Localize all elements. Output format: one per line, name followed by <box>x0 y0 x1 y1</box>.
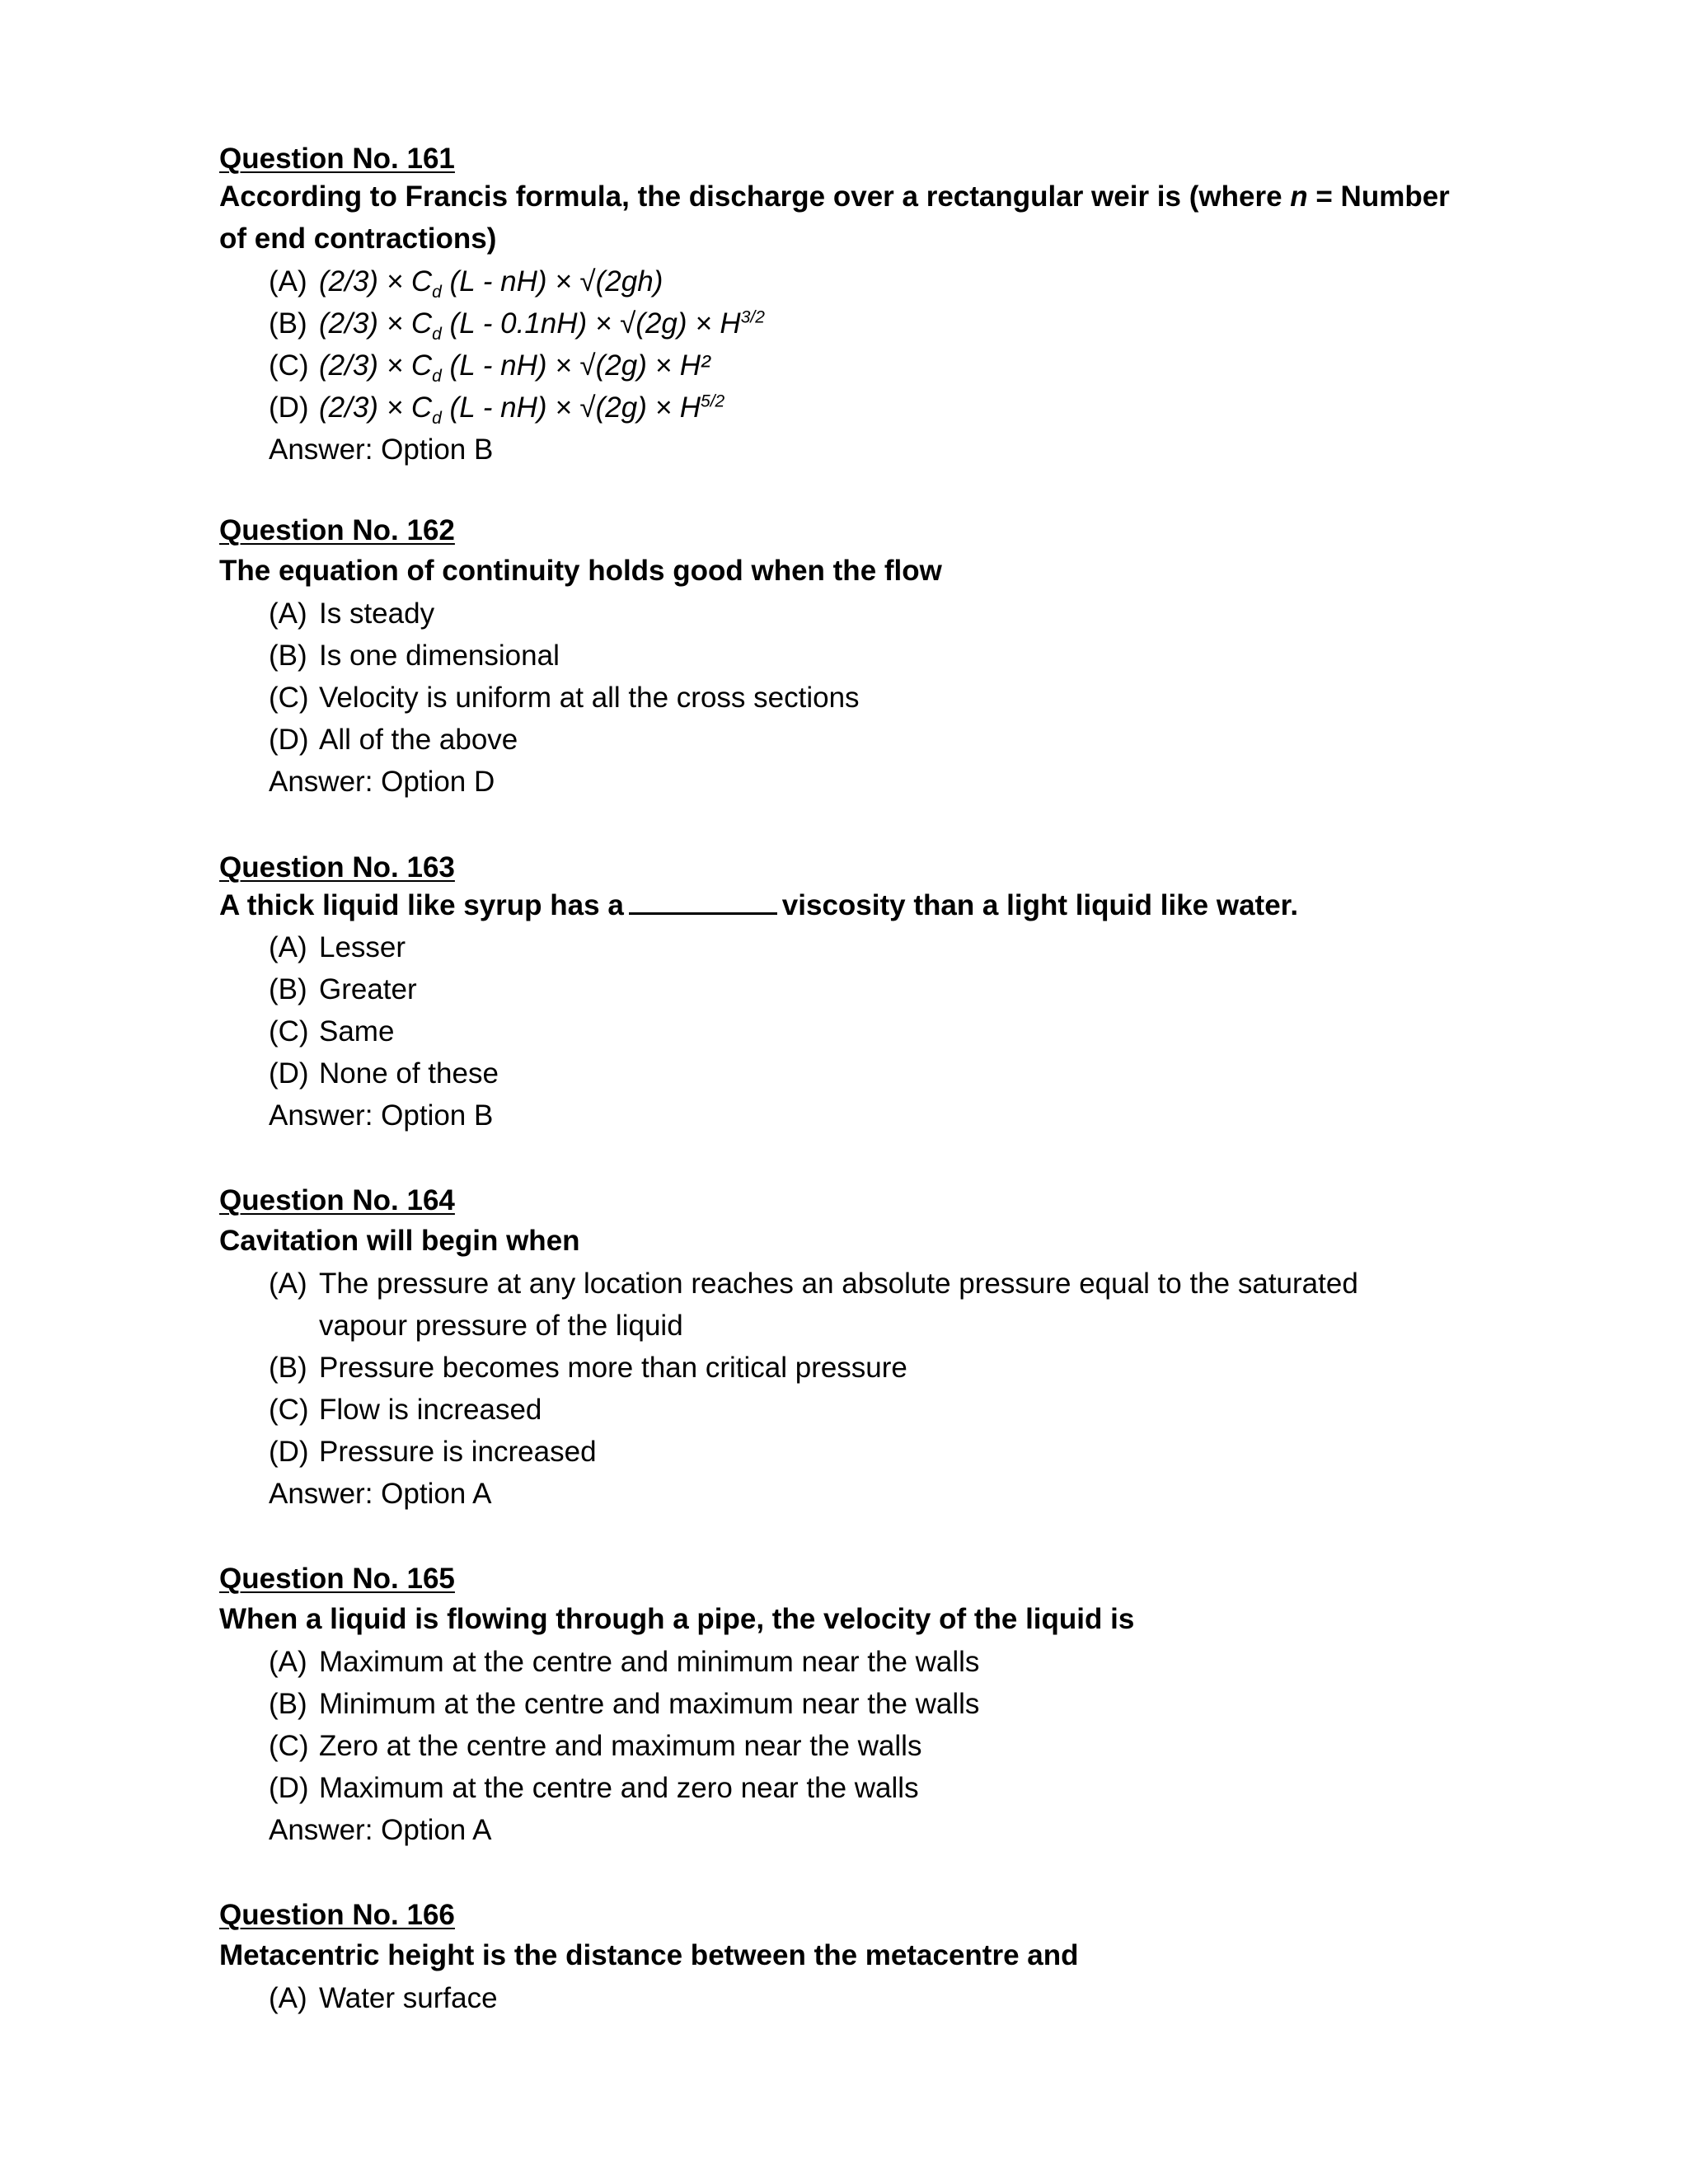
option-label: (B) <box>269 640 307 672</box>
option-text: Velocity is uniform at all the cross sections <box>319 682 860 714</box>
option-text: Same <box>319 1015 395 1047</box>
option-label: (A) <box>269 265 307 298</box>
option-162-c <box>269 677 860 719</box>
option-label: (D) <box>269 1057 309 1090</box>
option-label: (A) <box>269 1982 307 2014</box>
option-166-a <box>269 1977 498 2019</box>
option-163-c <box>269 1010 394 1052</box>
formula-sup: 5/2 <box>701 391 725 411</box>
option-label: (B) <box>269 1352 307 1384</box>
option-label: (D) <box>269 1772 309 1804</box>
formula-post: (L - nH) × √(2g) × H² <box>441 349 710 382</box>
formula-post: (L - 0.1nH) × √(2g) × H <box>441 307 741 340</box>
option-label: (C) <box>269 682 309 714</box>
question-text-161-part1: According to Francis formula, the discharge over a rectangular weir is (where <box>219 180 1291 213</box>
question-heading-165: Question No. 165 <box>219 1563 455 1595</box>
option-text: None of these <box>319 1057 499 1090</box>
option-text: Is steady <box>319 598 435 630</box>
question-heading-166: Question No. 166 <box>219 1899 455 1931</box>
formula-post: (L - nH) × √(2gh) <box>441 265 663 298</box>
question-text-165: When a liquid is flowing through a pipe, the velocity of the liquid is <box>219 1603 1135 1635</box>
option-text: Greater <box>319 973 417 1005</box>
question-text-166: Metacentric height is the distance between the metacentre and <box>219 1939 1079 1971</box>
answer-165: Answer: Option A <box>269 1814 492 1846</box>
option-formula <box>319 302 765 344</box>
option-label: (D) <box>269 724 309 756</box>
option-text: Water surface <box>319 1982 498 2014</box>
option-165-a <box>269 1641 979 1683</box>
option-label: (A) <box>269 1268 307 1300</box>
question-heading-164: Question No. 164 <box>219 1184 455 1216</box>
answer-161: Answer: Option B <box>269 434 494 466</box>
formula-sub: d <box>432 367 442 386</box>
question-heading-163: Question No. 163 <box>219 851 455 883</box>
formula-pre: (2/3) × C <box>319 349 433 382</box>
formula-pre: (2/3) × C <box>319 265 433 298</box>
option-161-b <box>269 302 765 344</box>
question-heading-161: Question No. 161 <box>219 143 455 175</box>
option-162-a <box>269 593 434 635</box>
formula-pre: (2/3) × C <box>319 391 433 424</box>
answer-162: Answer: Option D <box>269 766 495 798</box>
fill-in-blank <box>629 888 777 915</box>
option-164-b <box>269 1347 907 1389</box>
option-text: Is one dimensional <box>319 640 560 672</box>
formula-sub: d <box>432 409 442 428</box>
option-formula <box>319 344 710 387</box>
option-161-d <box>269 387 724 429</box>
option-163-d <box>269 1052 499 1094</box>
option-161-a <box>269 260 663 302</box>
option-text: Maximum at the centre and zero near the walls <box>319 1772 919 1804</box>
option-label: (C) <box>269 349 309 382</box>
option-label: (A) <box>269 1646 307 1678</box>
option-label: (D) <box>269 1436 309 1468</box>
option-text: Maximum at the centre and minimum near the walls <box>319 1646 980 1678</box>
option-164-c <box>269 1389 542 1431</box>
option-label: (A) <box>269 598 307 630</box>
option-label: (B) <box>269 973 307 1005</box>
option-165-d <box>269 1767 919 1809</box>
option-label: (D) <box>269 391 309 424</box>
option-164-a <box>269 1263 1448 1347</box>
option-formula <box>319 387 724 429</box>
question-text-161-part2: = Number of end contractions) <box>219 180 1450 255</box>
option-label: (A) <box>269 931 307 963</box>
option-text: Zero at the centre and maximum near the walls <box>319 1730 922 1762</box>
option-label: (B) <box>269 1688 307 1720</box>
question-text-164: Cavitation will begin when <box>219 1225 580 1257</box>
option-165-b <box>269 1683 979 1725</box>
formula-sub: d <box>432 325 442 344</box>
option-text: All of the above <box>319 724 518 756</box>
question-text-161 <box>219 176 1456 260</box>
question-text-161-italic: n <box>1290 180 1308 213</box>
option-label: (C) <box>269 1394 309 1426</box>
formula-pre: (2/3) × C <box>319 307 433 340</box>
option-162-d <box>269 719 518 761</box>
option-text: Flow is increased <box>319 1394 542 1426</box>
option-text: The pressure at any location reaches an absolute pressure equal to the saturated vapour pressure of the liquid <box>319 1268 1358 1342</box>
question-text-163-after: viscosity than a light liquid like water. <box>781 889 1299 921</box>
option-text: Pressure is increased <box>319 1436 597 1468</box>
question-text-162: The equation of continuity holds good when the flow <box>219 555 942 587</box>
formula-post: (L - nH) × √(2g) × H <box>441 391 701 424</box>
answer-163: Answer: Option B <box>269 1099 494 1132</box>
option-text: Pressure becomes more than critical pressure <box>319 1352 907 1384</box>
formula-sub: d <box>432 283 442 302</box>
question-text-163-before: A thick liquid like syrup has a <box>219 889 624 921</box>
option-label: (B) <box>269 307 307 340</box>
option-formula <box>319 260 663 302</box>
formula-sup: 3/2 <box>740 307 765 327</box>
option-163-a <box>269 926 406 968</box>
option-161-c <box>269 344 710 387</box>
answer-164: Answer: Option A <box>269 1478 492 1510</box>
option-text: Minimum at the centre and maximum near the walls <box>319 1688 980 1720</box>
option-label: (C) <box>269 1730 309 1762</box>
option-164-d <box>269 1431 597 1473</box>
question-text-163 <box>219 884 1456 926</box>
option-165-c <box>269 1725 921 1767</box>
question-heading-162: Question No. 162 <box>219 514 455 546</box>
option-163-b <box>269 968 417 1010</box>
option-text: Lesser <box>319 931 406 963</box>
option-162-b <box>269 635 560 677</box>
option-label: (C) <box>269 1015 309 1047</box>
